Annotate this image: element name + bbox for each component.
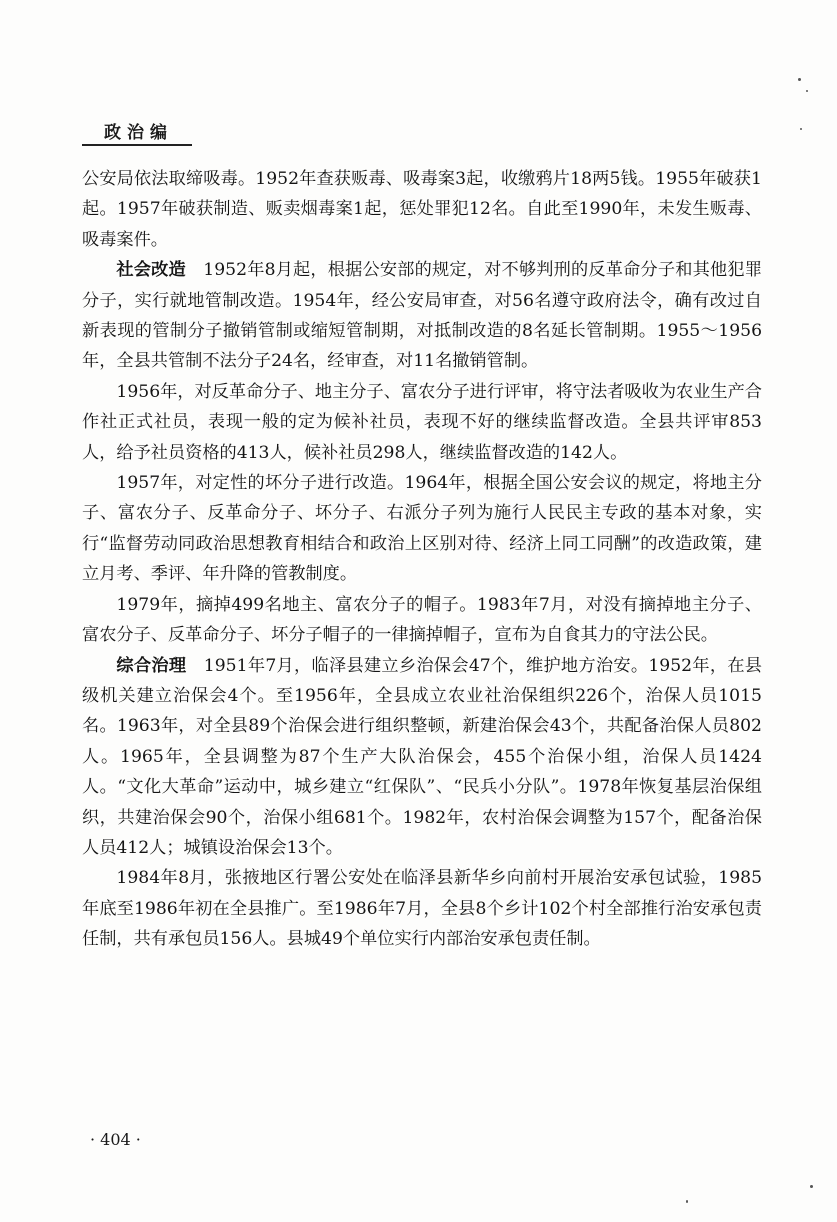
scan-speck bbox=[686, 1200, 688, 1203]
paragraph-3 bbox=[82, 377, 762, 468]
paragraph-text: 1957年，对定性的坏分子进行改造。1964年，根据全国公安会议的规定，将地主分子、富农分子、反革命分子、坏分子、右派分子列为施行人民民主专政的基本对象，实行“监督劳动同政治思想教育相结合和政治上区别对待、经济上同工同酬”的改造政策，建立月考、季评、年升降的管教制度。 bbox=[82, 473, 762, 585]
page-number: · 404 · bbox=[90, 1130, 141, 1149]
scan-speck bbox=[806, 90, 808, 92]
paragraph-keyword: 社会改造 bbox=[116, 260, 186, 281]
paragraph-2 bbox=[82, 255, 762, 377]
paragraph-4 bbox=[82, 468, 762, 590]
paragraph-text: 1984年8月，张掖地区行署公安处在临泽县新华乡向前村开展治安承包试验，1985年底至1986年初在全县推广。至1986年7月，全县8个乡计102个村全部推行治安承包责任制，共有承包员156人。县城49个单位实行内部治安承包责任制。 bbox=[82, 868, 762, 950]
paragraph-text: 1951年7月，临泽县建立乡治保会47个，维护地方治安。1952年，在县级机关建立治保会4个。至1956年，全县成立农业社治保组织226个，治保人员1015名。1963年，对全县89个治保会进行组织整顿，新建治保会43个，共配备治保人员802人。1965年，全县调整为87个生产大队治保会，455个治保小组，治保人员1424人。“文化大革命”运动中，城乡建立“红保队”、“民兵小分队”。1978年恢复基层治保组织，共建治保会90个，治保小组681个。1982年，农村治保会调整为157个，配备治保人员412人；城镇设治保会13个。 bbox=[82, 655, 762, 858]
body-text bbox=[82, 164, 762, 955]
paragraph-7 bbox=[82, 863, 762, 954]
paragraph-1 bbox=[82, 164, 762, 255]
running-head: 政治编 bbox=[104, 123, 173, 143]
scan-speck bbox=[798, 78, 801, 81]
running-head-rule bbox=[82, 144, 192, 146]
paragraph-keyword: 综合治理 bbox=[116, 655, 187, 676]
paragraph-text: 1952年8月起，根据公安部的规定，对不够判刑的反革命分子和其他犯罪分子，实行就地管制改造。1954年，经公安局审查，对56名遵守政府法令，确有改过自新表现的管制分子撤销管制或缩短管制期，对抵制改造的8名延长管制期。1955～1956年，全县共管制不法分子24名，经审查，对11名撤销管制。 bbox=[82, 260, 762, 372]
paragraph-text: 1979年，摘掉499名地主、富农分子的帽子。1983年7月，对没有摘掉地主分子、富农分子、反革命分子、坏分子帽子的一律摘掉帽子，宣布为自食其力的守法公民。 bbox=[82, 594, 762, 646]
paragraph-5 bbox=[82, 590, 762, 651]
scan-speck bbox=[800, 128, 802, 130]
paragraph-6 bbox=[82, 651, 762, 864]
paragraph-text: 公安局依法取缔吸毒。1952年查获贩毒、吸毒案3起，收缴鸦片18两5钱。1955年破获1起。1957年破获制造、贩卖烟毒案1起，惩处罪犯12名。自此至1990年，未发生贩毒、吸毒案件。 bbox=[82, 169, 762, 250]
scan-speck bbox=[810, 1185, 813, 1188]
paragraph-text: 1956年，对反革命分子、地主分子、富农分子进行评审，将守法者吸收为农业生产合作社正式社员，表现一般的定为候补社员，表现不好的继续监督改造。全县共评审853人，给予社员资格的413人，候补社员298人，继续监督改造的142人。 bbox=[82, 381, 762, 463]
